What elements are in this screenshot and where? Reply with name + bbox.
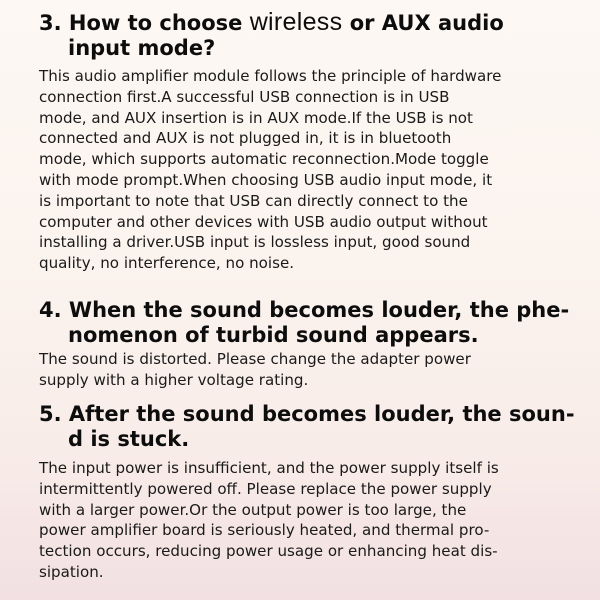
- section-5-body-line: The input power is insufficient, and the power supply itself is: [39, 459, 499, 477]
- section-3-body-line: mode, and AUX insertion is in AUX mode.If the USB is not: [39, 108, 473, 127]
- section-3-heading-line-2: input mode?: [68, 36, 216, 60]
- section-3-body-line: computer and other devices with USB audio output without: [39, 212, 488, 231]
- section-3-heading-line-1: [39, 10, 504, 36]
- section-4-body-line: The sound is distorted. Please change the adapter power: [39, 350, 471, 368]
- section-3-body-line: connection first.A successful USB connection is in USB: [39, 87, 450, 106]
- section-3-body-line: connected and AUX is not plugged in, it is in bluetooth: [39, 129, 452, 148]
- section-3-body: [39, 66, 599, 274]
- section-5-heading-line-1: 5. After the sound becomes louder, the soun-: [39, 402, 575, 426]
- section-5-heading-line-2: d is stuck.: [68, 427, 190, 451]
- section-4-heading-line-2: nomenon of turbid sound appears.: [68, 323, 479, 347]
- section-4-heading: [39, 298, 569, 348]
- section-4-body-line: supply with a higher voltage rating.: [39, 370, 309, 389]
- section-5-body-line: power amplifier board is seriously heated, and thermal pro-: [39, 521, 490, 540]
- section-5-body-line: sipation.: [39, 562, 104, 581]
- section-3-heading-wireless: wireless: [249, 8, 343, 36]
- section-3-heading-part-a: 3. How to choose: [39, 11, 250, 35]
- section-4-body: [39, 349, 599, 391]
- section-3-body-line: with mode prompt.When choosing USB audio input mode, it: [39, 170, 493, 189]
- section-3-heading-part-c: or AUX audio: [342, 11, 504, 35]
- section-3-heading: [39, 10, 504, 61]
- section-5-body-line: intermittently powered off. Please replace the power supply: [39, 479, 492, 498]
- section-5-body-line: with a larger power.Or the output power is too large, the: [39, 500, 467, 519]
- section-5-heading: [39, 402, 575, 452]
- section-3-body-line: is important to note that USB can directly connect to the: [39, 191, 468, 210]
- section-3-body-line: mode, which supports automatic reconnection.Mode toggle: [39, 150, 489, 169]
- section-5-body-line: tection occurs, reducing power usage or enhancing heat dis-: [39, 542, 498, 561]
- section-4-heading-line-1: 4. When the sound becomes louder, the phe-: [39, 298, 570, 322]
- section-3-body-line: installing a driver.USB input is lossless input, good sound: [39, 233, 471, 252]
- section-5-body: [39, 458, 599, 583]
- section-3-body-line: quality, no interference, no noise.: [39, 254, 295, 273]
- section-3-body-line: This audio amplifier module follows the principle of hardware: [39, 67, 502, 85]
